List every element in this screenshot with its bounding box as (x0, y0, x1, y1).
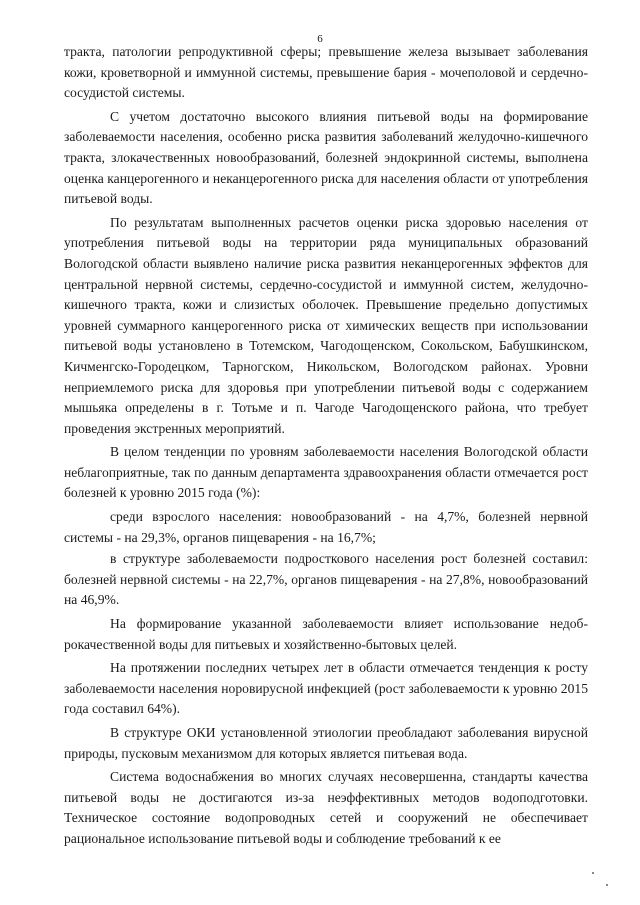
paragraph: В структуре ОКИ установленной этиологии преобладают заболевания вирусной природы, пусковым механизмом для которых является питьевая вода. (64, 725, 588, 761)
paragraph: По результатам выполненных расчетов оценки риска здоровью населения от употребления питьевой воды на территории ряда муниципальных образований Вологодской области выявлено наличие риска развития неканцерогенных эффектов для центральной нервной системы, сердечно-сосудистой и иммунной систем, желудочно-кишечного тракта, кожи и слизистых оболочек. Превышение предельно допустимых уровней суммарного канцерогенного риска от химических веществ при использовании питьевой воды установлено в Тотемском, Чагодощенском, Сокольском, Бабушкинском, Кичменгско-Городецком, Тарногском, Никольском, Вологодском районах. Уровни неприемлемого риска для здоровья при употреблении питьевой воды с содержанием мышьяка определены в г. Тотьме и п. Чагоде Чагодощенского района, что требует проведения экстренных мероприятий. (64, 214, 588, 436)
paragraph: На протяжении последних четырех лет в области отмечается тенденция к росту заболеваемости населения норовирусной инфекцией (рост заболеваемости к уровню 2015 года составил 64%). (64, 660, 588, 717)
paragraph: В целом тенденции по уровням заболеваемости населения Вологодской области неблагоприятные, так по данным департамента здравоохранения области отмечается рост болезней к уровню 2015 года (%): (64, 444, 588, 501)
scan-speck (592, 872, 594, 874)
document-body (64, 42, 588, 853)
paragraph: в структуре заболеваемости подросткового населения рост болезней составил: болезней нервной системы - на 22,7%, органов пищеварения - на 27,8%, новообразований на 46,9%. (64, 551, 588, 608)
paragraph: С учетом достаточно высокого влияния питьевой воды на формирование заболеваемости населения, особенно риска развития заболеваний желудочно-кишечного тракта, злокачественных новообразований, болезней эндокринной системы, выполнена оценка канцерогенного и неканцерогенного риска для населения области от употребления питьевой воды. (64, 108, 588, 207)
paragraph: среди взрослого населения: новообразований - на 4,7%, болезней нервной системы - на 29,3%, органов пищеварения - на 16,7%; (64, 509, 588, 545)
scan-speck (606, 884, 608, 886)
paragraph: На формирование указанной заболеваемости влияет использование недоброкачественной воды для питьевых и хозяйственно-бытовых целей. (64, 616, 588, 652)
page-number: 6 (317, 33, 323, 45)
paragraph: тракта, патологии репродуктивной сферы; превышение железа вызывает заболевания кожи, кроветворной и иммунной системы, превышение бария - мочеполовой и сердечно-сосудистой системы. (64, 44, 588, 101)
paragraph: Система водоснабжения во многих случаях несовершенна, стандарты качества питьевой воды не достигаются из-за неэффективных методов водоподготовки. Техническое состояние водопроводных сетей и сооружений не обеспечивает рациональное использование питьевой воды и соблюдение требований к ее (64, 769, 588, 846)
